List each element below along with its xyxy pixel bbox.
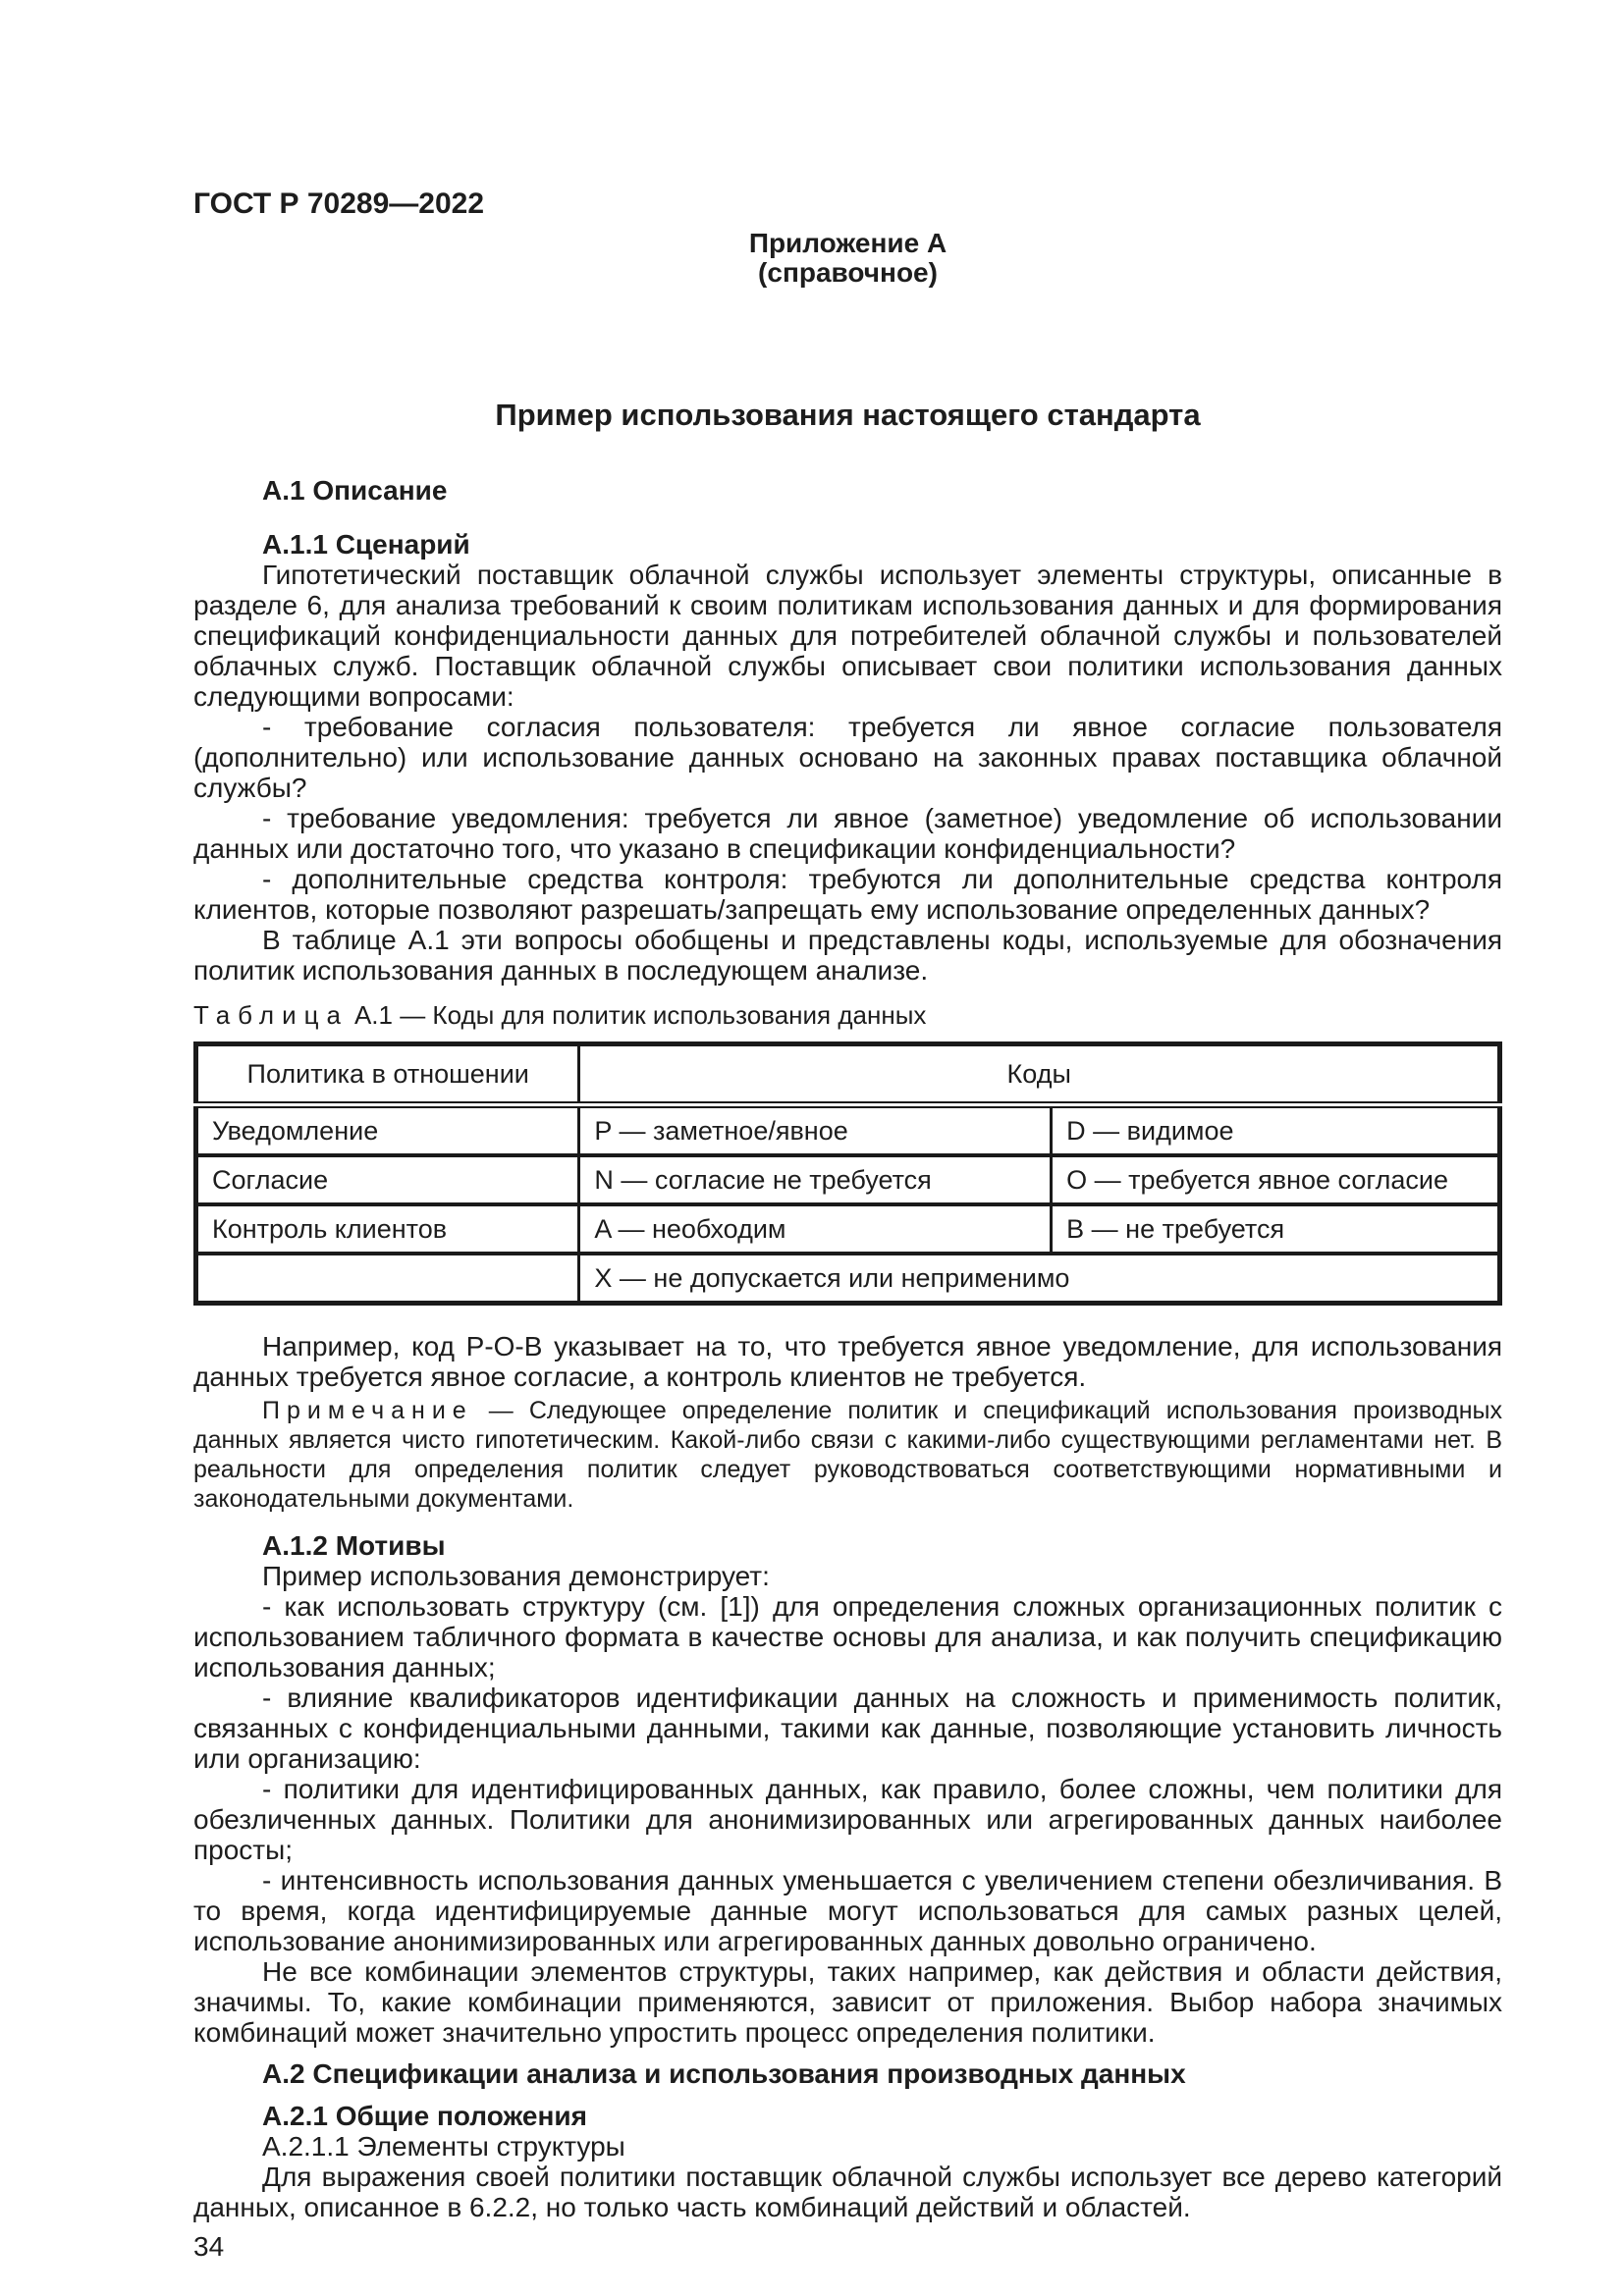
paragraph-example: Например, код P-O-B указывает на то, что требуется явное уведомление, для использования данных требуется явное согласие, а контроль клиентов не требуется. <box>193 1331 1502 1392</box>
bullet-controls: - дополнительные средства контроля: требуются ли дополнительные средства контроля клиентов, которые позволяют разрешать/запрещать ему использование определенных данных? <box>193 864 1502 925</box>
paragraph-scenario: Гипотетический поставщик облачной службы использует элементы структуры, описанные в разделе 6, для анализа требований к своим политикам использования данных и для формирования спецификаций конфиденциальности данных для потребителей облачной службы и пользователей облачных служб. Поставщик облачной службы описывает свои политики использования данных следующими вопросами: <box>193 560 1502 712</box>
cell-policy: Согласие <box>196 1155 579 1204</box>
table-row <box>196 1155 1500 1204</box>
paragraph-structure-elements: Для выражения своей политики поставщик облачной службы использует все дерево категорий данных, описанное в 6.2.2, но только часть комбинаций действий и областей. <box>193 2162 1502 2222</box>
paragraph-table-intro: В таблице А.1 эти вопросы обобщены и представлены коды, используемые для обозначения политик использования данных в последующем анализе. <box>193 925 1502 986</box>
cell-code-a: A — необходим <box>579 1204 1052 1254</box>
cell-code-b: D — видимое <box>1052 1105 1500 1156</box>
table-row <box>196 1105 1500 1156</box>
table-row <box>196 1254 1500 1304</box>
cell-policy-empty <box>196 1254 579 1304</box>
cell-policy: Контроль клиентов <box>196 1204 579 1254</box>
appendix-label: Приложение А <box>748 228 947 258</box>
bullet-qualifiers: - влияние квалификаторов идентификации данных на сложность и применимость политик, связанных с конфиденциальными данными, такими как данные, позволяющие установить личность или организацию: <box>193 1682 1502 1774</box>
policy-codes-table <box>193 1041 1502 1306</box>
heading-a11: А.1.1 Сценарий <box>262 529 470 560</box>
bullet-intensity: - интенсивность использования данных уменьшается с увеличением степени обезличивания. В то время, когда идентифицируемые данные могут использоваться для самых разных целей, использование анонимизированных или агрегированных данных довольно ограничено. <box>193 1865 1502 1956</box>
paragraph-combinations: Не все комбинации элементов структуры, таких например, как действия и области действия, значимы. То, какие комбинации применяются, зависит от приложения. Выбор набора значимых комбинаций может значительно упростить процесс определения политики. <box>193 1956 1502 2048</box>
note <box>193 1396 1502 1514</box>
heading-a1: А.1 Описание <box>262 475 448 506</box>
note-text: — Следующее определение политик и спецификаций использования производных данных является чисто гипотетическим. Какой-либо связи с какими-либо существующими регламентами нет. В реальности для определения политик следует руководствоваться соответствующими нормативными и законодательными документами. <box>193 1397 1502 1513</box>
cell-code-a: P — заметное/явное <box>579 1105 1052 1156</box>
paragraph-motives-intro: Пример использования демонстрирует: <box>262 1561 770 1591</box>
appendix-kind: (справочное) <box>758 257 938 288</box>
heading-a12: А.1.2 Мотивы <box>262 1530 446 1561</box>
bullet-notice: - требование уведомления: требуется ли явное (заметное) уведомление об использовании данных или достаточно того, что указано в спецификации конфиденциальности? <box>193 803 1502 864</box>
table-header-codes: Коды <box>579 1044 1500 1105</box>
bullet-identified-data: - политики для идентифицированных данных, как правило, более сложны, чем политики для обезличенных данных. Политики для анонимизированных или агрегированных данных наиболее просты; <box>193 1774 1502 1865</box>
note-label: Примечание <box>262 1397 473 1424</box>
table-header-row <box>196 1044 1500 1105</box>
heading-a21: А.2.1 Общие положения <box>262 2101 587 2131</box>
doc-number: ГОСТ Р 70289—2022 <box>193 187 485 220</box>
table-header-policy: Политика в отношении <box>196 1044 579 1105</box>
cell-code-span: X — не допускается или неприменимо <box>579 1254 1500 1304</box>
cell-policy: Уведомление <box>196 1105 579 1156</box>
page-number: 34 <box>193 2231 225 2262</box>
bullet-consent: - требование согласия пользователя: требуется ли явное согласие пользователя (дополнительно) или использование данных основано на законных правах поставщика облачной службы? <box>193 712 1502 803</box>
cell-code-b: B — не требуется <box>1052 1204 1500 1254</box>
appendix-title: Пример использования настоящего стандарта <box>495 398 1201 432</box>
cell-code-b: O — требуется явное согласие <box>1052 1155 1500 1204</box>
page-content <box>193 187 1502 2262</box>
heading-a211: А.2.1.1 Элементы структуры <box>262 2131 625 2162</box>
table-caption-text: А.1 — Коды для политик использования данных <box>353 1000 927 1030</box>
table-row <box>196 1204 1500 1254</box>
table-caption-label: Таблица <box>193 1000 349 1030</box>
heading-a2: А.2 Спецификации анализа и использования производных данных <box>262 2058 1186 2089</box>
bullet-structure-use: - как использовать структуру (см. [1]) для определения сложных организационных политик с использованием табличного формата в качестве основы для анализа, и как получить спецификацию использования данных; <box>193 1591 1502 1682</box>
table-caption <box>193 1000 1502 1030</box>
cell-code-a: N — согласие не требуется <box>579 1155 1052 1204</box>
